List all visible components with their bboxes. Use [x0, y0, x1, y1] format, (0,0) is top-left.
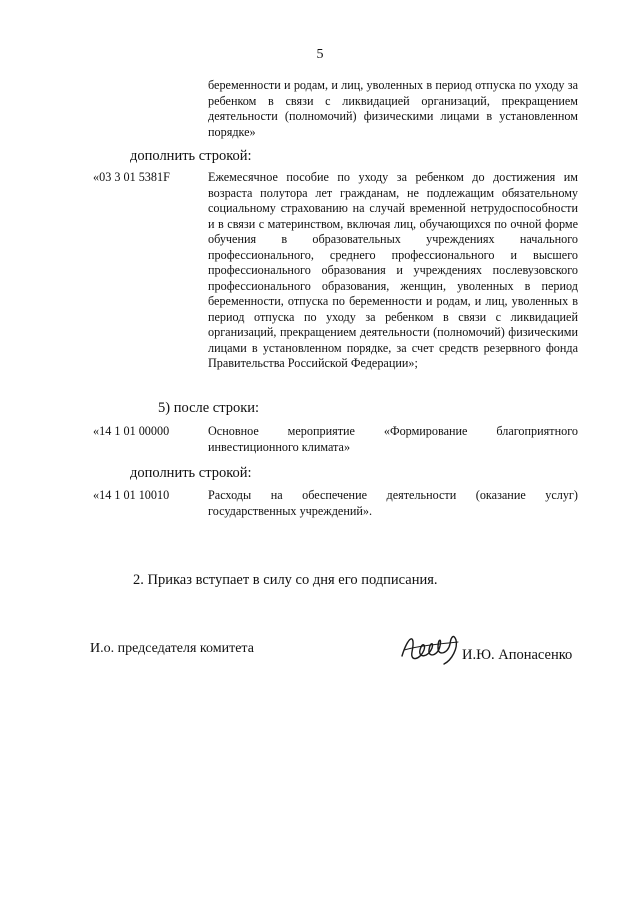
block4-text: Расходы на обеспечение деятельности (оказание услуг) государственных учреждений». — [208, 488, 578, 518]
block4-code: «14 1 01 10010 — [93, 488, 170, 502]
instruction-after-line: 5) после строки: — [158, 400, 260, 416]
order-effect-clause: 2. Приказ вступает в силу со дня его подписания. — [133, 572, 438, 588]
page-number: 5 — [316, 47, 324, 62]
instruction-add-line-2: дополнить строкой: — [130, 465, 252, 481]
block2-text: Ежемесячное пособие по уходу за ребенком до достижения им возраста полутора лет гражданам, не подлежащим обязательному социальному страхованию на случай временной нетрудоспособности и в связи с материнством, включая лиц, обучающихся по очной форме обучения в образовательных учреждениях начального профессионального, среднего профессионального и высшего профессионального образования и учреждениях послевузовского профессионального образования, женщин, уволенных в период беременности, отпуска по беременности и родам, и лиц, уволенных в период отпуска по уходу за ребенком в связи с ликвидацией организаций, прекращением деятельности (полномочий) физическими лицами в установленном порядке, за счет средств резервного фонда Правительства Российской Федерации»; — [208, 170, 578, 370]
block1-text: беременности и родам, и лиц, уволенных в период отпуска по уходу за ребенком в связи с ликвидацией организаций, прекращением деятельности (полномочий) физическими лицами в установленном порядке» — [208, 78, 578, 139]
block2-code: «03 3 01 5381F — [93, 170, 170, 184]
block3-text: Основное мероприятие «Формирование благоприятного инвестиционного климата» — [208, 424, 578, 454]
instruction-add-line-1: дополнить строкой: — [130, 148, 252, 164]
handwritten-signature — [398, 626, 462, 670]
signatory-title: И.о. председателя комитета — [90, 641, 254, 656]
block3-code: «14 1 01 00000 — [93, 424, 170, 438]
signatory-name: И.Ю. Апонасенко — [462, 647, 573, 663]
